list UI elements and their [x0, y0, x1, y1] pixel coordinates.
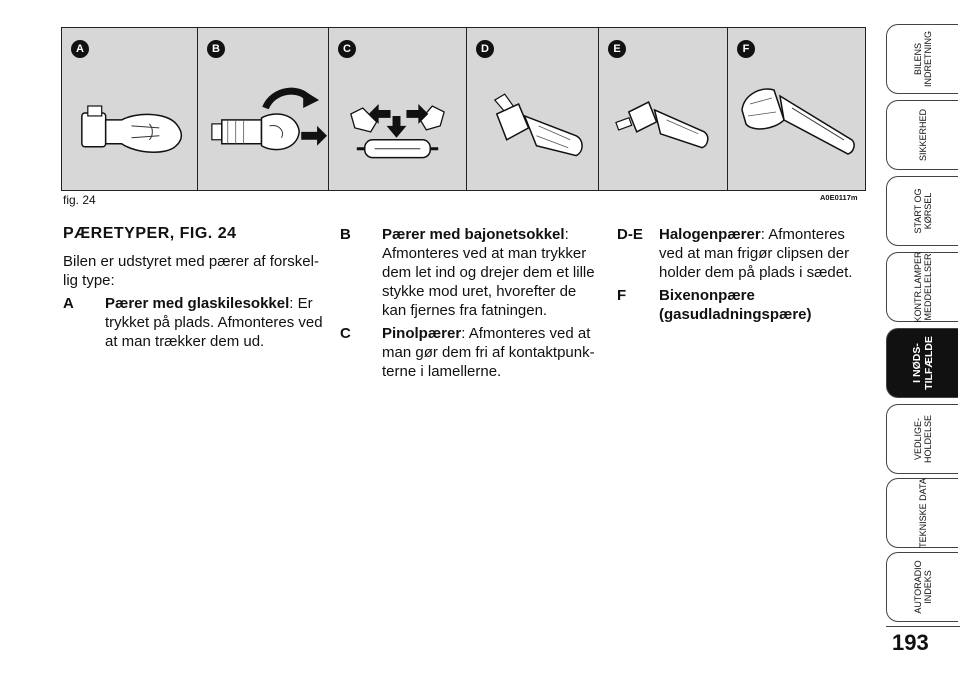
tab-i-nodstilfaelde[interactable] — [886, 328, 958, 398]
item-body — [659, 225, 867, 282]
panel-b — [198, 28, 329, 190]
tab-label: START OG KØRSEL — [912, 188, 933, 234]
tab-label: KONTR.LAMPER MEDDELELSER — [912, 251, 933, 323]
tab-label: VEDLIGE- HOLDELSE — [912, 414, 933, 464]
item-body — [105, 294, 323, 351]
item-label: D-E — [617, 226, 643, 243]
item-label: F — [617, 287, 627, 304]
list-item — [340, 225, 595, 320]
item-label: B — [340, 226, 351, 243]
item-term: Pærer med bajonetsokkel — [382, 226, 565, 243]
item-text: : Afmonteres ved at man trykker dem let ind og drejer dem et lille stykke mod uret, hvorefter de kan fjernes fra fatningen. — [382, 226, 595, 319]
figure-caption: fig. 24 — [63, 193, 96, 207]
panel-e — [599, 28, 728, 190]
list-item — [340, 324, 595, 381]
festoon-bulb-icon — [329, 28, 466, 190]
item-text: : Afmonteres ved at man frigør clipsen der holder dem på plads i sædet. — [659, 226, 853, 281]
tab-start-og-korsel[interactable] — [886, 176, 958, 246]
item-term: Pærer med glaskilesokkel — [105, 295, 290, 312]
panel-letter-e: E — [608, 40, 626, 58]
halogen-h7-bulb-icon — [467, 28, 598, 190]
tab-tekniske-data[interactable] — [886, 478, 958, 548]
panel-d — [467, 28, 599, 190]
figure-code: A0E0117m — [820, 193, 858, 202]
column-1 — [63, 225, 323, 355]
panel-letter-d: D — [476, 40, 494, 58]
bayonet-bulb-icon — [198, 28, 328, 190]
column-2 — [340, 225, 595, 385]
tab-bilens-indretning[interactable] — [886, 24, 958, 94]
page-number-divider — [886, 626, 960, 627]
page-number: 193 — [892, 630, 929, 655]
wedge-bulb-icon — [62, 28, 197, 190]
tab-vedligeholdelse[interactable] — [886, 404, 958, 474]
list-item — [617, 286, 867, 324]
panel-c — [329, 28, 467, 190]
halogen-h1-bulb-icon — [599, 28, 727, 190]
item-term: Pinolpærer — [382, 325, 462, 342]
column-3 — [617, 225, 867, 328]
item-label: A — [63, 295, 74, 312]
tab-label: SIKKERHED — [917, 108, 928, 162]
item-term: Halogenpærer — [659, 226, 761, 243]
tab-label: I NØDS- TILFÆLDE — [910, 336, 935, 390]
panel-f — [728, 28, 865, 190]
list-item — [63, 294, 323, 351]
section-heading: PÆRETYPER, FIG. 24 — [63, 225, 237, 242]
tab-sikkerhed[interactable] — [886, 100, 958, 170]
intro-text: Bilen er udstyret med pærer af forskellig type: — [63, 253, 319, 289]
item-text: : Afmonteres ved at man gør dem fri af kontaktpunkterne i lamellerne. — [382, 325, 595, 380]
tab-autoradio-indeks[interactable] — [886, 552, 958, 622]
list-item — [617, 225, 867, 282]
item-body — [382, 324, 595, 381]
tab-label: BILENS INDRETNING — [912, 31, 933, 87]
panel-letter-c: C — [338, 40, 356, 58]
item-term: Bixenonpære (gasudladningspære) — [659, 287, 812, 323]
item-label: C — [340, 325, 351, 342]
tab-kontrollamper[interactable] — [886, 252, 958, 322]
bulb-types-figure — [61, 27, 866, 191]
item-body — [659, 286, 867, 324]
panel-letter-a: A — [71, 40, 89, 58]
panel-letter-b: B — [207, 40, 225, 58]
tab-label: AUTORADIO INDEKS — [912, 560, 933, 614]
section-tabs — [886, 0, 960, 677]
item-body — [382, 225, 595, 320]
panel-letter-f: F — [737, 40, 755, 58]
bixenon-bulb-icon — [728, 28, 865, 190]
item-text: : Er trykket på plads. Afmonteres ved at man trækker dem ud. — [105, 295, 323, 350]
panel-a — [62, 28, 198, 190]
tab-label: TEKNISKE DATA — [917, 478, 928, 548]
